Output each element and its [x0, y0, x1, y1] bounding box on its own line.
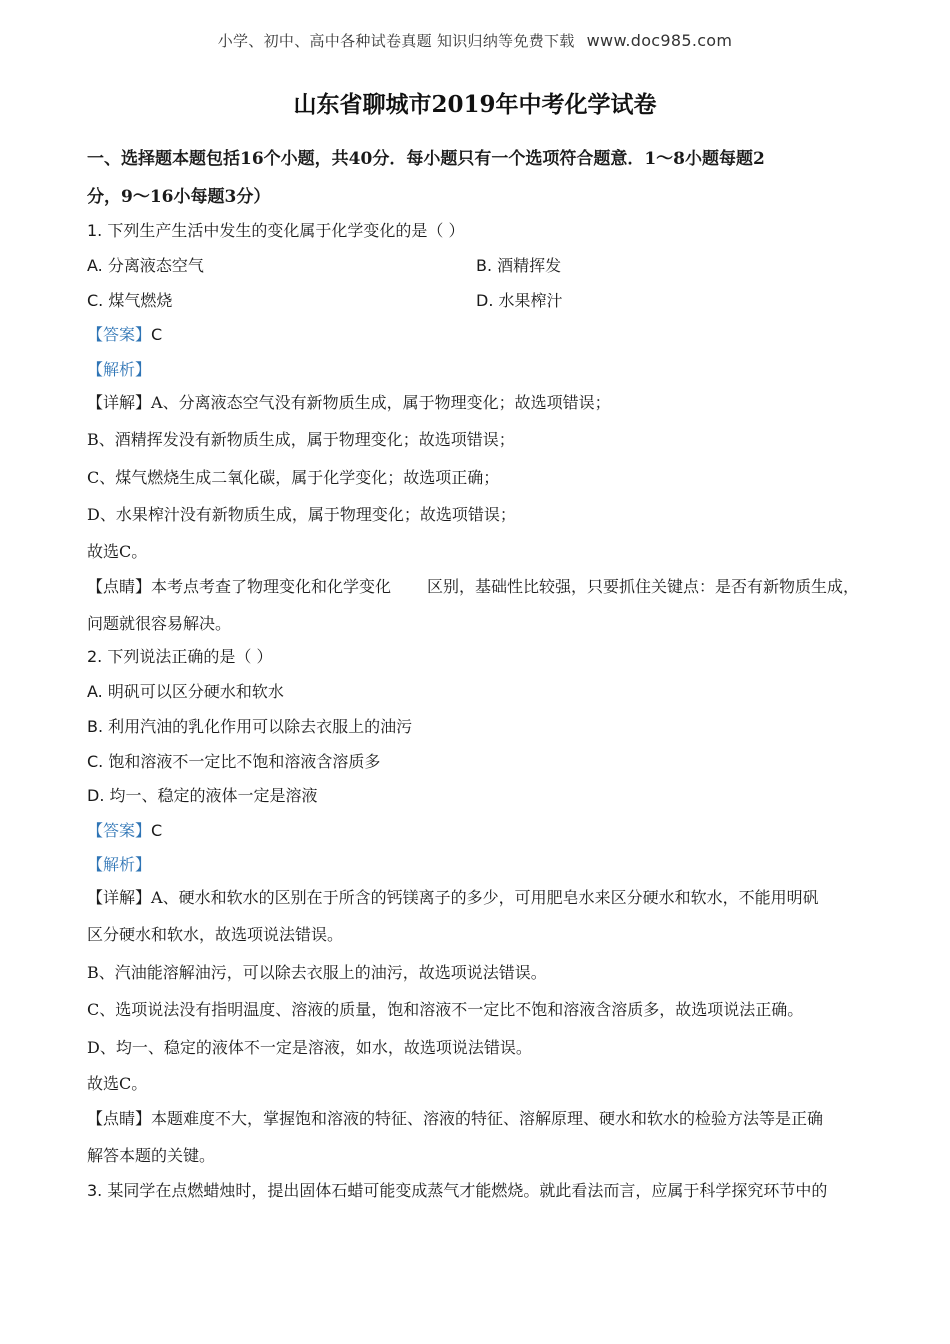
q1-analysis-label: 【解析】	[87, 360, 152, 379]
q2-detail-d: D、均一、稳定的液体不一定是溶液，如水，故选项说法错误。	[87, 1038, 532, 1057]
q2-detail-a	[87, 885, 819, 908]
q2-option-b: B. 利用汽油的乳化作用可以除去衣服上的油污	[87, 717, 413, 736]
q2-analysis-label: 【解析】	[87, 855, 152, 874]
comment-label: 【点睛】	[87, 1109, 152, 1128]
q2-option-a: A. 明矾可以区分硬水和软水	[87, 682, 284, 701]
comment-label: 【点睛】	[87, 577, 152, 596]
q2-comment-line2: 解答本题的关键。	[87, 1146, 216, 1165]
comment-text: 本题难度不大，掌握饱和溶液的特征、溶液的特征、溶解原理、硬水和软水的检验方法等是正确	[151, 1109, 824, 1128]
q2-option-d: D. 均一、稳定的液体一定是溶液	[87, 786, 318, 805]
q1-option-c: C. 煤气燃烧	[87, 291, 173, 310]
q1-option-b: B. 酒精挥发	[476, 256, 562, 275]
q1-comment-line2: 问题就很容易解决。	[87, 614, 232, 633]
q2-detail-a-line2: 区分硬水和软水，故选项说法错误。	[87, 925, 344, 944]
q1-option-d: D. 水果榨汁	[476, 291, 563, 310]
answer-label: 【答案】	[87, 325, 152, 344]
q2-detail-b: B、汽油能溶解油污，可以除去衣服上的油污，故选项说法错误。	[87, 963, 547, 982]
header-text: 小学、初中、高中各种试卷真题 知识归纳等免费下载	[217, 32, 575, 50]
answer-value: C	[151, 325, 163, 344]
detail-label: 【详解】	[87, 393, 152, 412]
section-heading-line1: 一、选择题本题包括16个小题，共40分．每小题只有一个选项符合题意．1～8小题每题2	[87, 149, 765, 169]
q2-conclusion: 故选C。	[87, 1074, 148, 1093]
page-header	[0, 30, 950, 51]
answer-value: C	[151, 821, 163, 840]
q1-detail-d: D、水果榨汁没有新物质生成，属于物理变化；故选项错误；	[87, 505, 516, 524]
q3-stem: 3. 某同学在点燃蜡烛时，提出固体石蜡可能变成蒸气才能燃烧。就此看法而言，应属于科学探究环节中的	[87, 1181, 828, 1200]
answer-label: 【答案】	[87, 821, 152, 840]
detail-text: A、硬水和软水的区别在于所含的钙镁离子的多少，可用肥皂水来区分硬水和软水，不能用明矾	[151, 888, 819, 907]
q1-option-a: A. 分离液态空气	[87, 256, 204, 275]
section-heading-line2: 分，9～16小每题3分）	[87, 187, 271, 207]
q2-comment	[87, 1106, 823, 1129]
page-title: 山东省聊城市2019年中考化学试卷	[293, 91, 657, 118]
detail-text: A、分离液态空气没有新物质生成，属于物理变化；故选项错误；	[151, 393, 611, 412]
q1-answer	[87, 322, 162, 345]
header-url[interactable]: www.doc985.com	[586, 31, 733, 50]
q1-detail-b: B、酒精挥发没有新物质生成，属于物理变化；故选项错误；	[87, 430, 515, 449]
comment-text-b: 区别，基础性比较强，只要抓住关键点：是否有新物质生成，	[427, 577, 860, 596]
q2-stem: 2. 下列说法正确的是（ ）	[87, 647, 273, 666]
q1-detail-c: C、煤气燃烧生成二氧化碳，属于化学变化；故选项正确；	[87, 468, 500, 487]
q1-stem: 1. 下列生产生活中发生的变化属于化学变化的是（ ）	[87, 221, 465, 240]
comment-text-a: 本考点考查了物理变化和化学变化	[151, 577, 392, 596]
q2-answer	[87, 818, 162, 841]
q2-detail-c: C、选项说法没有指明温度、溶液的质量，饱和溶液不一定比不饱和溶液含溶质多，故选项说法正确。	[87, 1000, 804, 1019]
q1-comment	[87, 574, 859, 597]
detail-label: 【详解】	[87, 888, 152, 907]
q1-conclusion: 故选C。	[87, 542, 148, 561]
q1-detail-a	[87, 390, 611, 413]
q2-option-c: C. 饱和溶液不一定比不饱和溶液含溶质多	[87, 752, 381, 771]
